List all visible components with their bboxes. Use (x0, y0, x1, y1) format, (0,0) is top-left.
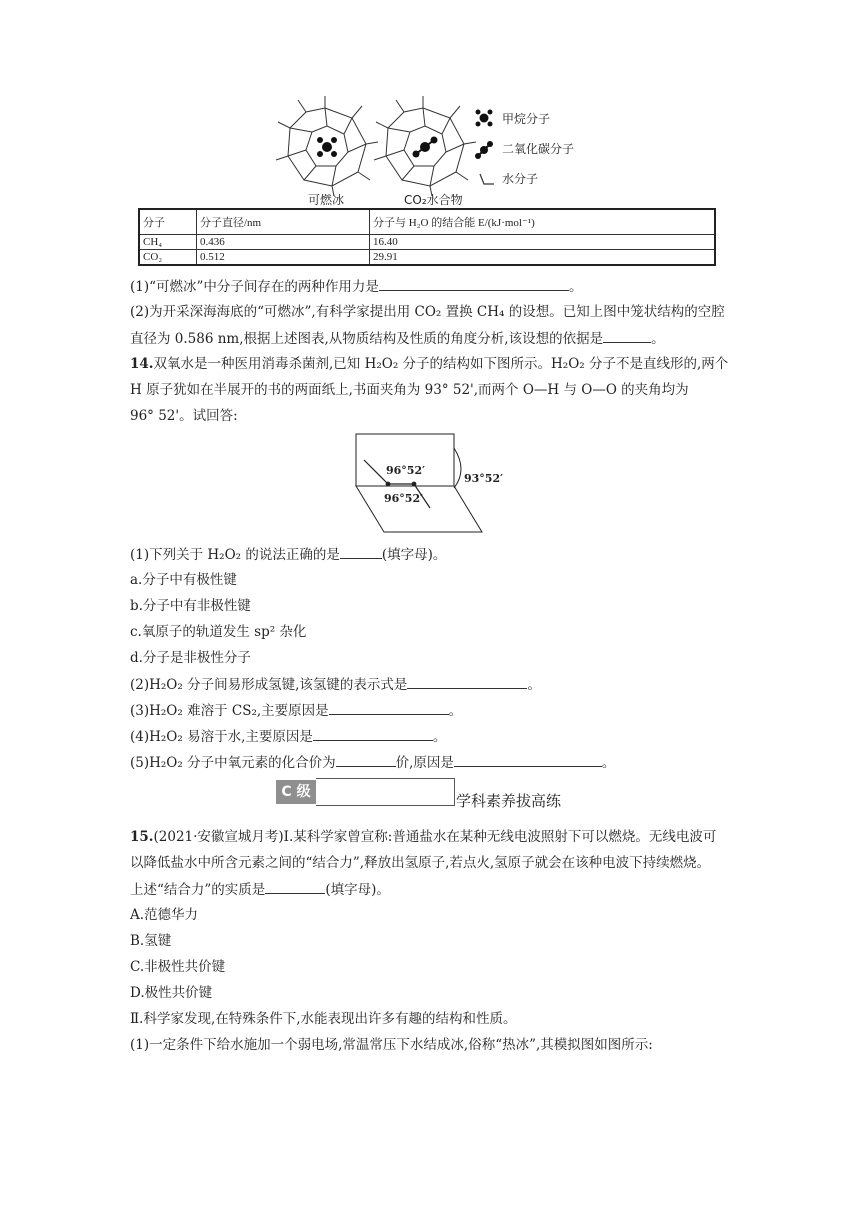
methane-molecule (317, 137, 337, 157)
table-cell: 0.512 (197, 250, 370, 266)
q14-intro-text: 双氧水是一种医用消毒杀菌剂,已知 H₂O₂ 分子的结构如下图所示。H₂O₂ 分子不是直线形的,两个 (153, 356, 729, 372)
legend-co2-label: 二氧化碳分子 (502, 142, 575, 156)
q14-sub5-text: (5)H₂O₂ 分子中氧元素的化合价为 (130, 755, 336, 771)
q13-part1 (130, 277, 582, 296)
answer-blank (340, 545, 382, 559)
period: 。 (651, 331, 665, 347)
q14-sub4-text: (4)H₂O₂ 易溶于水,主要原因是 (130, 729, 313, 745)
level-badge: C 级 (276, 780, 316, 804)
q13-part2-line2 (130, 329, 665, 348)
angle-label-1: 96°52′ (386, 464, 426, 477)
q14-sub1-tail: (填字母)。 (381, 547, 447, 563)
q15-line1 (130, 828, 716, 846)
q14-option-b: b.分子中有非极性键 (130, 598, 251, 614)
table-cell: 16.40 (370, 235, 716, 250)
answer-blank (329, 701, 449, 715)
q14-intro-line2: H 原子犹如在半展开的书的两面纸上,书面夹角为 93° 52',而两个 O—H 与 O—O 的夹角均为 (130, 382, 689, 398)
q15-option-d: D.极性共价键 (130, 985, 213, 1001)
q14-sub2-text: (2)H₂O₂ 分子间易形成氢键,该氢键的表示式是 (130, 677, 408, 693)
table-header-cell: 分子直径/nm (197, 209, 370, 235)
answer-blank (603, 329, 651, 343)
level-badge-box (316, 778, 455, 806)
q15-line3 (130, 880, 390, 899)
legend-methane-label: 甲烷分子 (502, 112, 551, 126)
q15-line3-text: 上述“结合力”的实质是 (130, 882, 266, 898)
q14-sub5-mid: 价,原因是 (395, 755, 454, 771)
q14-sub4 (130, 727, 446, 746)
table-cell: 0.436 (197, 235, 370, 250)
table-cell: 29.91 (370, 250, 716, 266)
q15-line1-text: (2021·安徽宣城月考)Ⅰ.某科学家曾宣称:普通盐水在某种无线电波照射下可以燃烧。无线电波可 (153, 829, 717, 845)
question-number: 15. (130, 829, 154, 845)
period: 。 (527, 677, 541, 693)
cage-label-right: CO₂水合物 (404, 193, 463, 207)
section-title: 学科素养拔高练 (456, 792, 562, 810)
angle-label-2: 96°52′ (384, 492, 424, 505)
q15-part2: Ⅱ.科学家发现,在特殊条件下,水能表现出许多有趣的结构和性质。 (130, 1011, 517, 1027)
q14-intro-line3: 96° 52'。试回答: (130, 408, 238, 424)
q15-part2-q1: (1)一定条件下给水施加一个弱电场,常温常压下水结成冰,俗称“热冰”,其模拟图如图所示: (130, 1037, 653, 1053)
q14-option-d: d.分子是非极性分子 (130, 650, 251, 666)
table-row (139, 250, 715, 266)
q14-sub1-text: (1)下列关于 H₂O₂ 的说法正确的是 (130, 547, 340, 563)
cage-label-left: 可燃冰 (308, 193, 345, 207)
answer-blank (313, 727, 433, 741)
answer-blank (265, 880, 325, 894)
q14-sub2 (130, 675, 541, 694)
table-header-cell: 分子与 H₂O 的结合能 E/(kJ·mol⁻¹) (370, 209, 716, 235)
q13-part2-line1: (2)为开采深海海底的“可燃冰”,有科学家提出用 CO₂ 置换 CH₄ 的设想。已知上图中笼状结构的空腔 (130, 304, 725, 320)
co2-molecule (413, 137, 438, 158)
h2o2-structure-figure (350, 430, 520, 540)
q15-option-b: B.氢键 (130, 933, 172, 949)
dihedral-angle-label: 93°52′ (464, 472, 504, 485)
q13-part1-text: (1)“可燃冰”中分子间存在的两种作用力是 (130, 279, 379, 295)
q14-option-c: c.氧原子的轨道发生 sp² 杂化 (130, 624, 307, 640)
q14-sub3-text: (3)H₂O₂ 难溶于 CS₂,主要原因是 (130, 703, 329, 719)
answer-blank (407, 675, 527, 689)
q15-line2: 以降低盐水中所含元素之间的“结合力”,释放出氢原子,若点火,氢原子就会在该种电波下持续燃烧。 (130, 855, 711, 871)
q15-option-a: A.范德华力 (130, 907, 199, 923)
q14-sub5 (130, 753, 615, 772)
period: 。 (568, 279, 583, 295)
table-header-cell: 分子 (139, 209, 197, 235)
clathrate-figure (270, 96, 600, 208)
q15-option-c: C.非极性共价键 (130, 959, 226, 975)
legend-water-label: 水分子 (502, 172, 539, 186)
answer-blank (379, 277, 569, 291)
answer-blank (454, 753, 602, 767)
q14-option-a: a.分子中有极性键 (130, 572, 237, 588)
table-cell: CH₄ (139, 235, 197, 250)
q15-line3-tail: (填字母)。 (325, 882, 390, 898)
table-row (139, 235, 715, 250)
legend-methane-icon (476, 110, 493, 127)
period: 。 (432, 729, 447, 745)
table-header-row (139, 209, 715, 235)
q14-sub1 (130, 545, 446, 564)
question-number: 14. (130, 356, 154, 372)
molecule-property-table (138, 208, 716, 266)
q14-intro-line1 (130, 355, 728, 373)
legend-co2-icon (475, 141, 493, 159)
q13-part2-text: 直径为 0.586 nm,根据上述图表,从物质结构及性质的角度分析,该设想的依据是 (130, 331, 604, 347)
answer-blank (336, 753, 396, 767)
period: 。 (448, 703, 463, 719)
table-cell: CO₂ (139, 250, 197, 266)
period: 。 (601, 755, 616, 771)
legend-water-icon (480, 174, 494, 184)
q14-sub3 (130, 701, 462, 720)
